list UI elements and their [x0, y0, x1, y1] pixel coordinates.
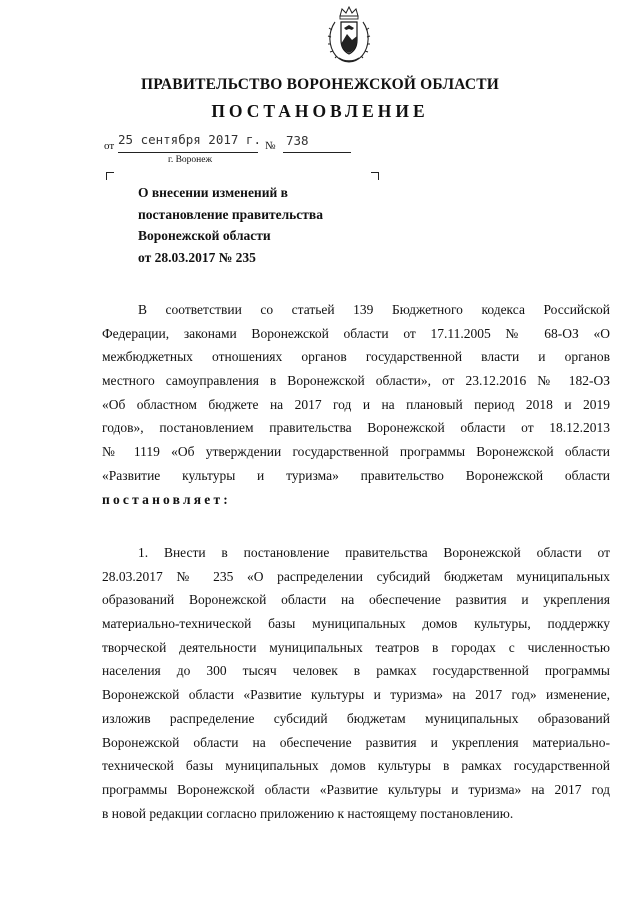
subject-corner-left	[106, 172, 114, 180]
text-line: населения до 300 тысяч человек в рамках государственной программы	[102, 663, 610, 679]
text-line: межбюджетных отношениях органов государственной власти и органов	[102, 349, 610, 365]
city: г. Воронеж	[168, 155, 213, 165]
document-date: 25 сентября 2017 г.	[118, 132, 261, 147]
resolves-word: постановляет:	[102, 491, 231, 507]
subject-line: постановление правительства	[138, 206, 323, 222]
date-underline	[118, 152, 258, 153]
number-prefix: №	[265, 140, 276, 152]
subject-line: О внесении изменений в	[138, 185, 288, 200]
subject-line: от 28.03.2017 № 235	[138, 249, 256, 265]
text-line: местного самоуправления в Воронежской области», от 23.12.2016 № 182-ОЗ	[102, 373, 610, 389]
clause-1-paragraph	[102, 541, 610, 825]
number-underline	[283, 152, 351, 153]
preamble-paragraph	[102, 298, 610, 511]
text-line: материально-технической базы муниципальных домов культуры, поддержку	[102, 616, 610, 632]
coat-of-arms-emblem	[326, 6, 372, 64]
document-subject	[138, 182, 418, 268]
text-line: годов», постановлением правительства Воронежской области от 18.12.2013	[102, 420, 610, 436]
text-line: «Об областном бюджете на 2017 год и на плановый период 2018 и 2019	[102, 396, 610, 412]
text-line: 28.03.2017 № 235 «О распределении субсидий бюджетам муниципальных	[102, 568, 610, 584]
document-number: 738	[286, 133, 309, 148]
document-type: ПОСТАНОВЛЕНИЕ	[211, 101, 429, 121]
text-line: технической базы муниципальных домов культуры в рамках государственной	[102, 758, 610, 774]
text-line: В соответствии со статьей 139 Бюджетного кодекса Российской	[138, 302, 610, 317]
text-line: творческой деятельности муниципальных театров в городах с численностью	[102, 639, 610, 655]
subject-line: Воронежской области	[138, 228, 271, 243]
text-line: образований Воронежской области на обеспечение развития и укрепления	[102, 592, 610, 608]
text-line: изложив распределение субсидий бюджетам муниципальных образований	[102, 710, 610, 726]
text-line: 1. Внести в постановление правительства Воронежской области от	[138, 545, 610, 560]
organization-name: ПРАВИТЕЛЬСТВО ВОРОНЕЖСКОЙ ОБЛАСТИ	[140, 76, 500, 93]
text-line: № 1119 «Об утверждении государственной программы Воронежской области	[102, 444, 610, 460]
text-line: Воронежской области «Развитие культуры и туризма» на 2017 год» изменение,	[102, 687, 610, 703]
text-line: в новой редакции согласно приложению к настоящему постановлению.	[102, 805, 514, 821]
text-line: программы Воронежской области «Развитие культуры и туризма» на 2017 год	[102, 781, 610, 797]
text-line: «Развитие культуры и туризма» правительство Воронежской области	[102, 467, 610, 483]
subject-corner-right	[371, 172, 379, 180]
date-prefix: от	[104, 140, 115, 152]
document-registration	[104, 132, 309, 152]
text-line: Федерации, законами Воронежской области от 17.11.2005 № 68-ОЗ «О	[102, 325, 610, 341]
text-line: Воронежской области на обеспечение развития и укрепления материально-	[102, 734, 610, 750]
